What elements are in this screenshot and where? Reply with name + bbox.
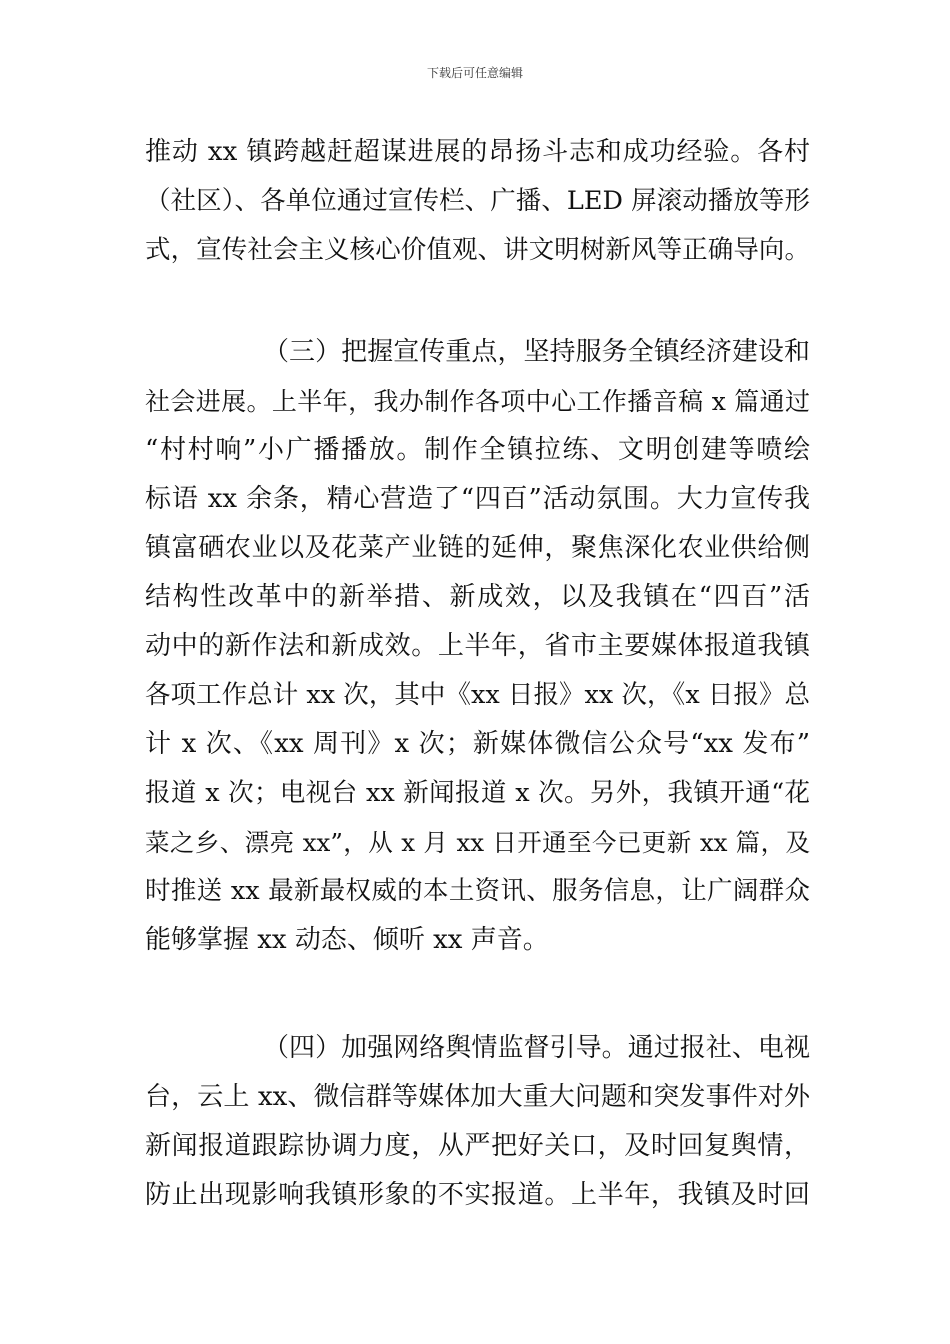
text-line: 标语 xx 余条，精心营造了“四百”活动氛围。大力宣传我 [145,484,810,514]
text-line: 防止出现影响我镇形象的不实报道。上半年，我镇及时回 [145,1180,810,1210]
page-header: 下载后可任意编辑 [426,66,523,80]
text-line: 式，宣传社会主义核心价值观、讲文明树新风等正确导向。 [145,235,810,265]
text-line: 新闻报道跟踪协调力度，从严把好关口，及时回复舆情， [145,1131,810,1161]
text-line: 台，云上 xx、微信群等媒体加大重大问题和突发事件对外 [145,1082,810,1112]
text-line: （四）加强网络舆情监督引导。通过报社、电视 [263,1033,810,1063]
paragraph-1 [145,128,810,275]
text-line: （社区）、各单位通过宣传栏、广播、LED 屏滚动播放等形 [145,186,810,216]
text-line: 能够掌握 xx 动态、倾听 xx 声音。 [145,925,549,955]
text-line: （三）把握宣传重点，坚持服务全镇经济建设和 [263,337,810,367]
text-line: 报道 x 次；电视台 xx 新闻报道 x 次。另外，我镇开通“花 [145,778,810,808]
text-line: 时推送 xx 最新最权威的本土资讯、服务信息，让广阔群众 [145,876,810,906]
paragraph-2 [145,328,810,965]
text-line: 计 x 次、《xx 周刊》x 次；新媒体微信公众号“xx 发布” [145,729,810,759]
text-line: 镇富硒农业以及花菜产业链的延伸，聚焦深化农业供给侧 [145,533,810,563]
text-line: “村村响”小广播播放。制作全镇拉练、文明创建等喷绘 [145,435,810,465]
paragraph-3 [145,1024,810,1220]
text-line: 社会进展。上半年，我办制作各项中心工作播音稿 x 篇通过 [145,387,810,416]
text-line: 动中的新作法和新成效。上半年，省市主要媒体报道我镇 [145,631,810,661]
text-line: 各项工作总计 xx 次，其中《xx 日报》xx 次，《x 日报》总 [145,680,810,710]
text-line: 推动 xx 镇跨越赶超谋进展的昂扬斗志和成功经验。各村 [145,137,810,167]
text-line: 结构性改革中的新举措、新成效，以及我镇在“四百”活 [145,582,810,612]
text-line: 菜之乡、漂亮 xx”，从 x 月 xx 日开通至今已更新 xx 篇，及 [145,828,810,857]
